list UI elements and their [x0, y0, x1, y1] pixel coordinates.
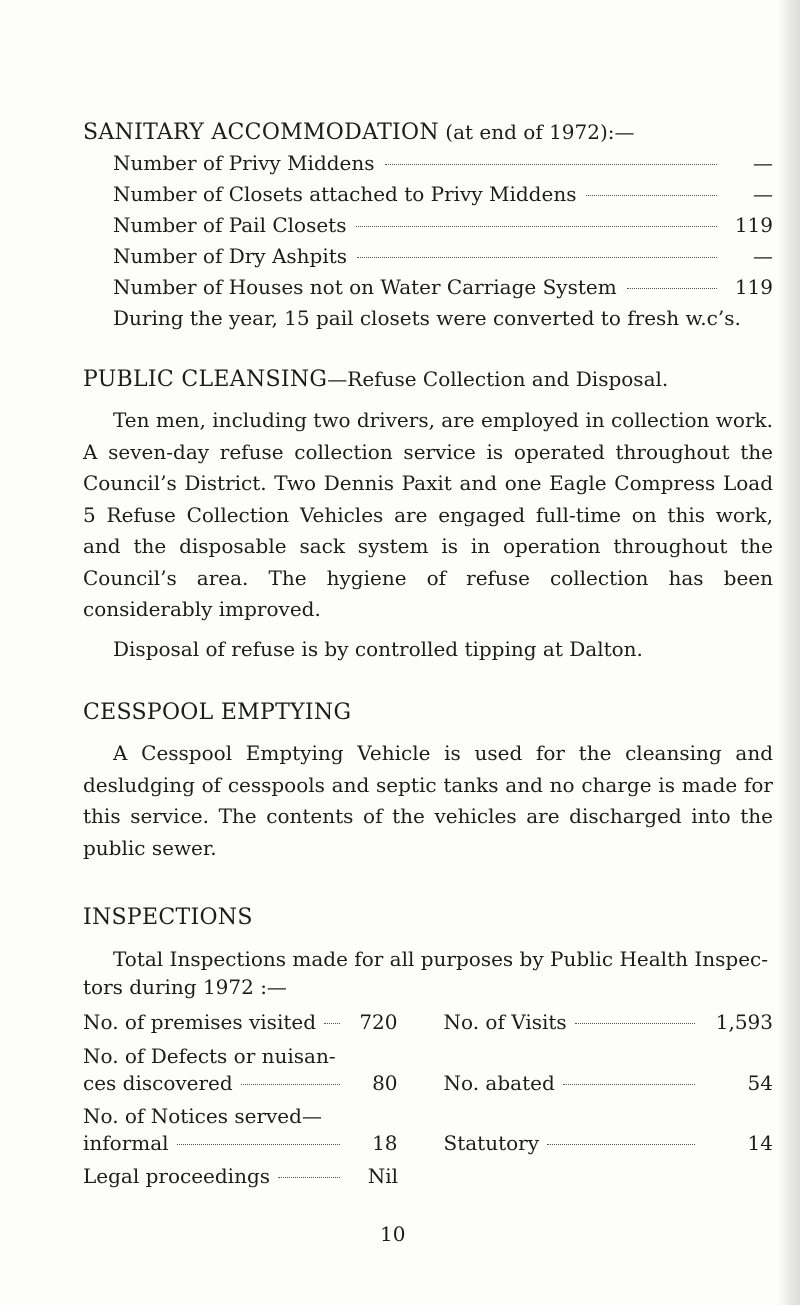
cleansing-paragraph: Ten men, including two drivers, are employed in collection work. A seven-day refuse collection service is operated throughout the Council’s District. Two Dennis Paxit and one Eagle Compress Load 5 Refuse Collection Vehicles are engaged full-time on this work, and the disposable sack system is in operation throughout the Council’s area. The hygiene of refuse collection has been considerably improved.: [83, 408, 773, 621]
inspections-intro: [83, 945, 773, 1001]
disposal-paragraph: Disposal of refuse is by controlled tipping at Dalton.: [113, 636, 643, 661]
notices-label-line1: No. of Notices served—: [83, 1104, 322, 1128]
cesspool-heading-text: CESSPOOL EMPTYING: [83, 700, 352, 725]
inspections-intro-line1: Total Inspections made for all purposes by Public Health Inspec-: [113, 947, 768, 971]
inspections-row-2: [83, 1043, 773, 1097]
page-number: 10: [380, 1222, 406, 1246]
leader-dots: [385, 164, 717, 165]
visits-value: 1,593: [715, 1010, 773, 1034]
sanitary-note: During the year, 15 pail closets were converted to fresh w.c’s.: [113, 306, 741, 330]
leader-dots: [575, 1023, 695, 1024]
sanitary-heading-rest: (at end of 1972):—: [445, 120, 635, 144]
notices-cell: [83, 1103, 398, 1157]
sanitary-heading-caps: SANITARY ACCOMMODATION: [83, 120, 439, 145]
sanitary-heading: [83, 117, 773, 148]
sanitary-row-label: Number of Privy Middens: [113, 151, 375, 175]
premises-cell: [83, 1007, 398, 1037]
leader-dots: [627, 288, 717, 289]
defects-value: 80: [372, 1071, 398, 1095]
leader-dots: [278, 1177, 340, 1178]
sanitary-row-label: Number of Pail Closets: [113, 213, 347, 237]
sanitary-row-label: Number of Dry Ashpits: [113, 244, 348, 268]
sanitary-row: [113, 148, 773, 179]
defects-label-line1: No. of Defects or nuisan-: [83, 1044, 336, 1068]
notices-line2: [83, 1130, 398, 1157]
cleansing-heading-rest: —Refuse Collection and Disposal.: [327, 367, 669, 391]
cesspool-paragraph: A Cesspool Emptying Vehicle is used for the cleansing and desludging of cesspools and septic tanks and no charge is made for this service. The contents of the vehicles are discharged into the public sewer.: [83, 741, 773, 860]
statutory-value: 14: [747, 1131, 773, 1155]
cleansing-heading-caps: PUBLIC CLEANSING: [83, 367, 328, 392]
legal-value: Nil: [367, 1164, 398, 1188]
visits-label: No. of Visits: [443, 1010, 567, 1034]
inspections-heading-text: INSPECTIONS: [83, 905, 253, 930]
inspections-intro-line2: tors during 1972 :—: [83, 975, 287, 999]
sanitary-row: [113, 210, 773, 241]
sanitary-row-value: 119: [734, 213, 773, 237]
document-page: [83, 117, 773, 1191]
sanitary-row: [113, 241, 773, 272]
sanitary-row: [113, 272, 773, 303]
statutory-label: Statutory: [443, 1131, 540, 1155]
legal-cell: [83, 1161, 398, 1191]
inspections-row-3: [83, 1103, 773, 1157]
leader-dots: [356, 226, 717, 227]
sanitary-row: [113, 179, 773, 210]
inspections-row-1: [83, 1007, 773, 1037]
sanitary-row-value: —: [753, 244, 773, 268]
leader-dots: [547, 1144, 695, 1145]
sanitary-row-label: Number of Houses not on Water Carriage System: [113, 275, 617, 299]
abated-cell: [444, 1070, 773, 1097]
defects-cell: [83, 1043, 398, 1097]
sanitary-row-value: —: [753, 182, 773, 206]
defects-line2: [83, 1070, 398, 1097]
sanitary-row-value: 119: [734, 275, 773, 299]
cleansing-heading: [83, 364, 773, 395]
statutory-cell: [444, 1130, 773, 1157]
notices-label-line2: informal: [83, 1131, 169, 1155]
abated-value: 54: [747, 1071, 773, 1095]
cesspool-heading: [83, 697, 773, 728]
leader-dots: [241, 1084, 340, 1085]
leader-dots: [586, 195, 717, 196]
sanitary-row-value: —: [753, 151, 773, 175]
page-edge-shadow: [778, 0, 800, 1305]
visits-cell: [444, 1007, 773, 1037]
sanitary-note-row: [113, 303, 773, 334]
notices-value: 18: [372, 1131, 398, 1155]
sanitary-row-label: Number of Closets attached to Privy Middens: [113, 182, 577, 206]
premises-value: 720: [359, 1010, 398, 1034]
inspections-row-4: [83, 1161, 773, 1191]
leader-dots: [177, 1144, 340, 1145]
leader-dots: [563, 1084, 695, 1085]
leader-dots: [357, 257, 717, 258]
inspections-table: [83, 1007, 773, 1191]
defects-label-line2: ces discovered: [83, 1071, 233, 1095]
abated-label: No. abated: [443, 1071, 555, 1095]
legal-label: Legal proceedings: [83, 1164, 271, 1188]
inspections-heading: [83, 902, 773, 933]
sanitary-list: [83, 148, 773, 303]
premises-label: No. of premises visited: [83, 1010, 317, 1034]
leader-dots: [324, 1023, 339, 1024]
